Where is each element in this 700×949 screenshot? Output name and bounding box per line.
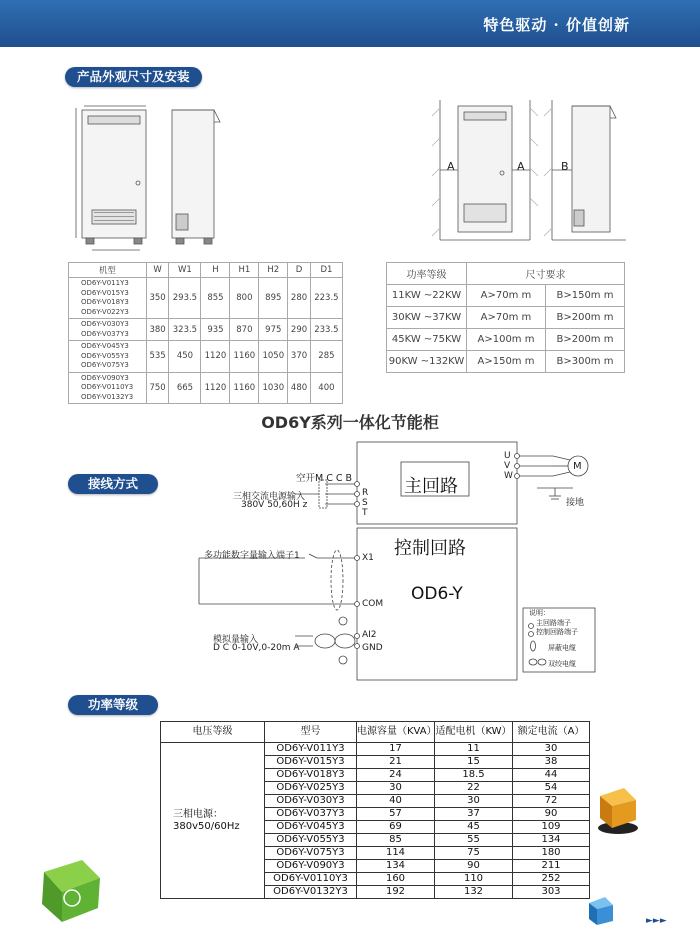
cell: OD6Y-V018Y3	[265, 769, 357, 782]
cell: 18.5	[435, 769, 513, 782]
cell: 75	[435, 847, 513, 860]
cell: 30	[435, 795, 513, 808]
cell: 180	[513, 847, 590, 860]
model-cell: OD6Y-V030Y3 OD6Y-V037Y3	[69, 319, 147, 341]
header-cell: D	[288, 263, 311, 278]
table-row	[387, 285, 625, 307]
cell: OD6Y-V0132Y3	[265, 886, 357, 899]
green-cube-icon	[38, 858, 104, 924]
terminal-w: W	[504, 471, 513, 481]
cell: 800	[230, 278, 259, 319]
cell: 450	[169, 341, 201, 373]
cell: 30KW ~37KW	[387, 307, 467, 329]
orange-cube-icon	[594, 784, 642, 836]
cell: 252	[513, 873, 590, 886]
drive-model-label: OD6-Y	[411, 584, 463, 604]
clearance-drawing	[430, 98, 630, 248]
cell: 665	[169, 372, 201, 404]
terminal-t: T	[362, 508, 368, 518]
cell: 37	[435, 808, 513, 821]
legend-control: 控制回路端子	[536, 628, 578, 636]
table-row	[69, 319, 343, 341]
terminal-s: S	[362, 498, 368, 508]
header-cell: H	[201, 263, 230, 278]
cell: 90KW ~132KW	[387, 351, 467, 373]
cell: 45	[435, 821, 513, 834]
cell: 38	[513, 756, 590, 769]
power-table	[160, 721, 590, 899]
cell: OD6Y-V055Y3	[265, 834, 357, 847]
model-cell: OD6Y-V045Y3 OD6Y-V055Y3 OD6Y-V075Y3	[69, 341, 147, 373]
cell: 69	[357, 821, 435, 834]
table-row	[69, 372, 343, 404]
cell: A>70m m	[467, 307, 546, 329]
cell: OD6Y-V011Y3	[265, 743, 357, 756]
cell: A>70m m	[467, 285, 546, 307]
ac-spec-label: 380V 50,60H z	[241, 500, 308, 510]
header-cell: D1	[310, 263, 342, 278]
ground-label: 接地	[566, 498, 585, 508]
table-row	[387, 329, 625, 351]
cell: 30	[357, 782, 435, 795]
clearance-label-a-right: A	[517, 160, 525, 173]
cell: 895	[259, 278, 288, 319]
cell: 400	[310, 372, 342, 404]
cell: 1120	[201, 372, 230, 404]
cell: 535	[146, 341, 169, 373]
legend-main: 主回路端子	[536, 619, 571, 627]
cell: A>100m m	[467, 329, 546, 351]
cell: 285	[310, 341, 342, 373]
cell: 22	[435, 782, 513, 795]
cell: 750	[146, 372, 169, 404]
cell: B>200m m	[545, 329, 624, 351]
table-row	[387, 307, 625, 329]
header-cell: W1	[169, 263, 201, 278]
legend-twisted: 双绞电缆	[548, 660, 576, 668]
cell: 134	[357, 860, 435, 873]
voltage-line-2: 380v50/60Hz	[173, 820, 240, 832]
main-circuit-label: 主回路	[404, 476, 458, 497]
slogan: 特色驱动 · 价值创新	[483, 16, 630, 34]
cell: 293.5	[169, 278, 201, 319]
cell: 109	[513, 821, 590, 834]
cell: 57	[357, 808, 435, 821]
cell: 855	[201, 278, 230, 319]
header-cell: H2	[259, 263, 288, 278]
terminal-gnd: GND	[362, 643, 383, 653]
cell: 160	[357, 873, 435, 886]
cell: OD6Y-V037Y3	[265, 808, 357, 821]
cell: 1160	[230, 372, 259, 404]
voltage-line-1: 三相电源：	[173, 808, 223, 820]
header-cell: 尺寸要求	[467, 263, 625, 285]
cell: 11KW ~22KW	[387, 285, 467, 307]
next-page-arrows[interactable]: ►►►	[646, 916, 667, 926]
cell: OD6Y-V015Y3	[265, 756, 357, 769]
cell: 30	[513, 743, 590, 756]
terminal-com: COM	[362, 599, 384, 609]
analog-spec-label: D C 0-10V,0-20m A	[213, 643, 300, 653]
top-banner	[0, 0, 700, 47]
clearance-table	[386, 262, 625, 373]
table-row	[161, 743, 590, 756]
cell: 323.5	[169, 319, 201, 341]
cell: 24	[357, 769, 435, 782]
product-title: OD6Y系列一体化节能柜	[261, 413, 439, 432]
dimension-table	[68, 262, 343, 404]
cell: 132	[435, 886, 513, 899]
cell: OD6Y-V030Y3	[265, 795, 357, 808]
cell: 17	[357, 743, 435, 756]
cell: 11	[435, 743, 513, 756]
cell: 45KW ~75KW	[387, 329, 467, 351]
cell: 350	[146, 278, 169, 319]
header-cell: 适配电机（KW）	[435, 722, 513, 743]
analog-input-label: 模拟量输入	[213, 635, 259, 645]
terminal-x1: X1	[362, 553, 374, 563]
dimension-table-header	[69, 263, 343, 278]
cell: 90	[513, 808, 590, 821]
cell: 1030	[259, 372, 288, 404]
cell: OD6Y-V0110Y3	[265, 873, 357, 886]
cell: 54	[513, 782, 590, 795]
table-row	[69, 341, 343, 373]
digital-input-label: 多功能数字量输入端子1	[204, 551, 300, 561]
cell: 110	[435, 873, 513, 886]
cell: 290	[288, 319, 311, 341]
cell: 90	[435, 860, 513, 873]
cell: 975	[259, 319, 288, 341]
cell: 72	[513, 795, 590, 808]
cell: 211	[513, 860, 590, 873]
cell: 134	[513, 834, 590, 847]
control-circuit-label: 控制回路	[394, 538, 466, 559]
cell: 233.5	[310, 319, 342, 341]
cell: B>200m m	[545, 307, 624, 329]
terminal-ai2: AI2	[362, 630, 377, 640]
table-row	[69, 278, 343, 319]
cell: 1120	[201, 341, 230, 373]
cell: A>150m m	[467, 351, 546, 373]
cell: OD6Y-V025Y3	[265, 782, 357, 795]
section-power-label: 功率等级	[68, 695, 158, 715]
cell: 40	[357, 795, 435, 808]
header-cell: 额定电流（A）	[513, 722, 590, 743]
cell: B>150m m	[545, 285, 624, 307]
cell: 303	[513, 886, 590, 899]
cell: 870	[230, 319, 259, 341]
ac-input-label: 三相交流电源输入	[233, 492, 306, 502]
blue-cube-icon	[585, 895, 617, 929]
cell: OD6Y-V075Y3	[265, 847, 357, 860]
cell: 1050	[259, 341, 288, 373]
power-table-header	[161, 722, 590, 743]
header-cell: 电压等级	[161, 722, 265, 743]
cell: 192	[357, 886, 435, 899]
terminal-u: U	[504, 451, 511, 461]
cell: 935	[201, 319, 230, 341]
cabinet-dimension-drawing	[70, 98, 230, 253]
cell: B>300m m	[545, 351, 624, 373]
cell: 85	[357, 834, 435, 847]
legend-shield: 屏蔽电缆	[548, 644, 576, 652]
legend-title: 说明：	[529, 609, 550, 617]
model-cell: OD6Y-V090Y3 OD6Y-V0110Y3 OD6Y-V0132Y3	[69, 372, 147, 404]
cell: 114	[357, 847, 435, 860]
clearance-label-b: B	[561, 160, 569, 173]
header-cell: 机型	[69, 263, 147, 278]
header-cell: W	[146, 263, 169, 278]
cell: OD6Y-V045Y3	[265, 821, 357, 834]
cell: 480	[288, 372, 311, 404]
cell: 380	[146, 319, 169, 341]
header-cell: H1	[230, 263, 259, 278]
header-cell: 功率等级	[387, 263, 467, 285]
cell: 21	[357, 756, 435, 769]
cell: OD6Y-V090Y3	[265, 860, 357, 873]
cell: 370	[288, 341, 311, 373]
header-cell: 型号	[265, 722, 357, 743]
cell: 55	[435, 834, 513, 847]
section-wiring-label: 接线方式	[68, 474, 158, 494]
cell: 15	[435, 756, 513, 769]
cell: 223.5	[310, 278, 342, 319]
clearance-table-header	[387, 263, 625, 285]
table-row	[387, 351, 625, 373]
model-cell: OD6Y-V011Y3 OD6Y-V015Y3 OD6Y-V018Y3 OD6Y-V022Y3	[69, 278, 147, 319]
cell: 280	[288, 278, 311, 319]
header-cell: 电源容量（KVA）	[357, 722, 435, 743]
motor-symbol: M	[573, 461, 582, 472]
voltage-cell	[161, 743, 265, 899]
clearance-label-a-left: A	[447, 160, 455, 173]
terminal-r: R	[362, 488, 369, 498]
breaker-label: 空开M C C B	[296, 473, 353, 484]
cell: 44	[513, 769, 590, 782]
section-dimensions-label: 产品外观尺寸及安装	[65, 67, 202, 87]
terminal-v: V	[504, 461, 511, 471]
cell: 1160	[230, 341, 259, 373]
